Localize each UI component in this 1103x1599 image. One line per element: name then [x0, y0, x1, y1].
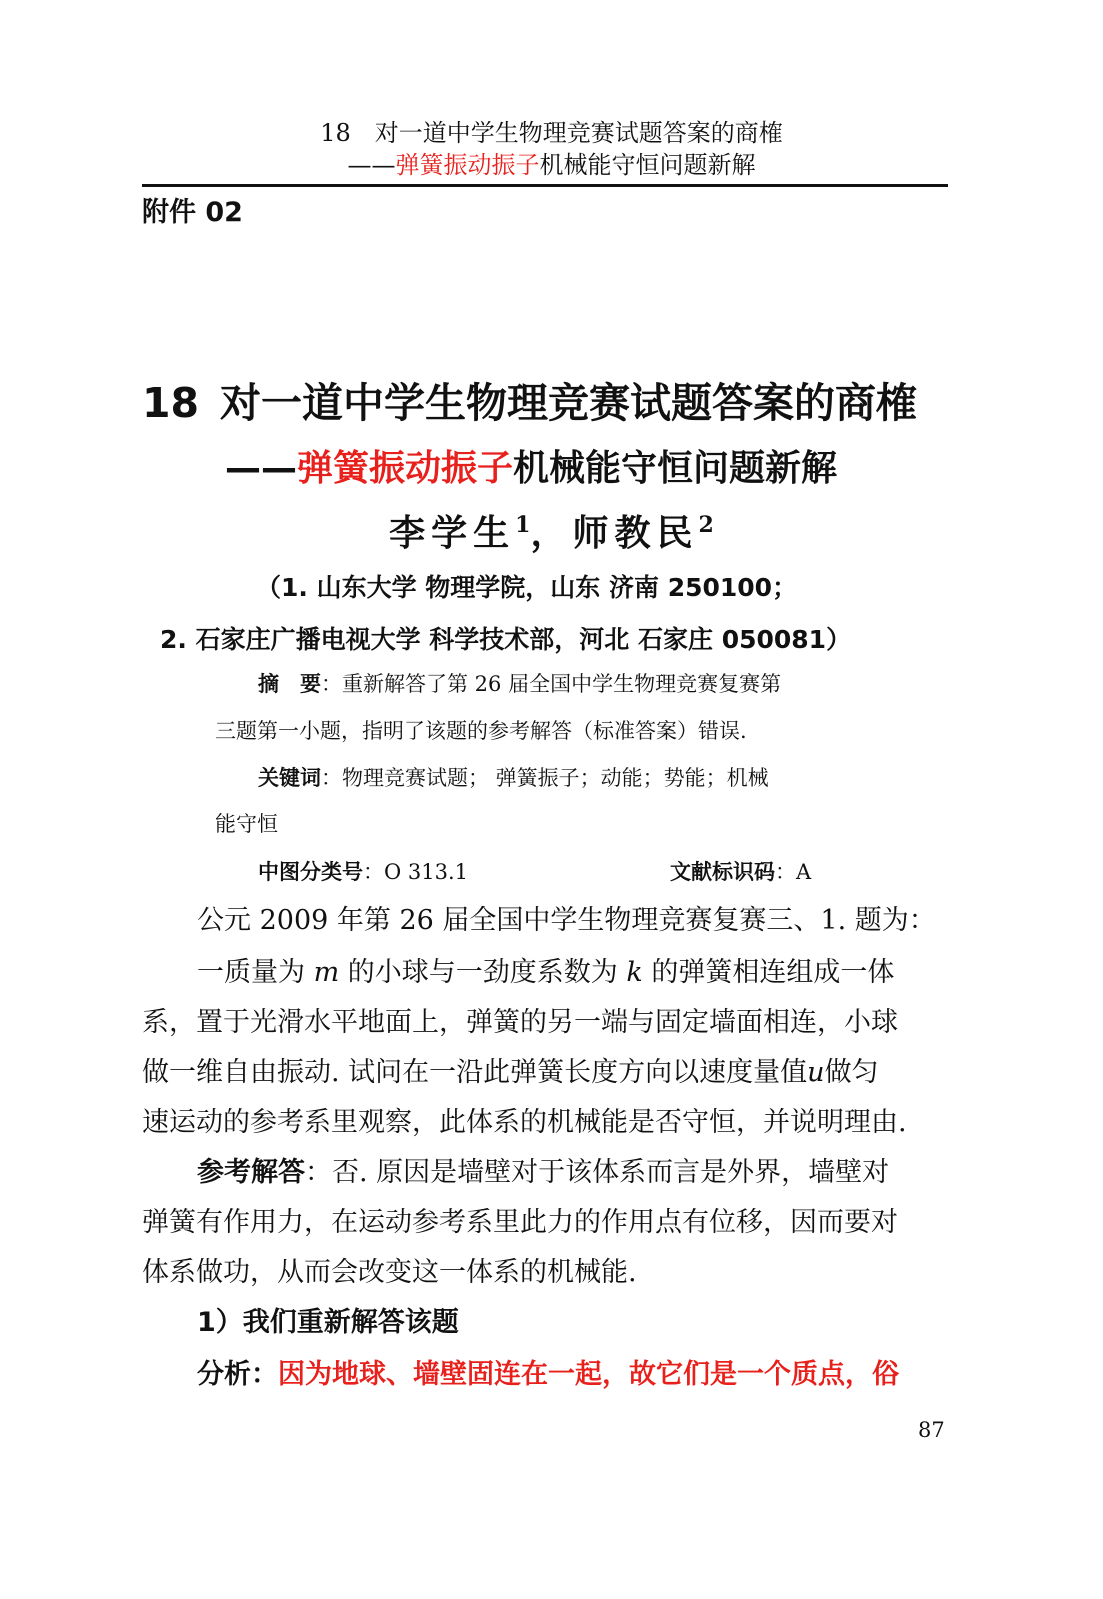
reference-answer-line-3: 体系做功，从而会改变这一体系的机械能. [142, 1257, 637, 1288]
article-number: 18 [142, 379, 200, 427]
document-code: 文献标识码：A [670, 860, 812, 884]
abstract: 摘 要：重新解答了第 26 届全国中学生物理竞赛复赛第 [258, 672, 782, 696]
page-number: 87 [918, 1418, 945, 1442]
problem-line-4: 速运动的参考系里观察，此体系的机械能是否守恒，并说明理由. [142, 1107, 907, 1138]
keywords-label: 关键词 [258, 766, 321, 790]
subtitle-highlight: 弹簧振动振子 [297, 448, 514, 489]
reference-answer: 参考解答：否. 原因是墙壁对于该体系而言是外界，墙壁对 [197, 1157, 890, 1188]
variable-u: u [807, 1057, 825, 1088]
running-header-highlight: 弹簧振动振子 [395, 151, 540, 179]
keywords-line-2: 能守恒 [215, 812, 278, 836]
article-title: 18 对一道中学生物理竞赛试题答案的商榷 [142, 379, 917, 427]
reference-answer-line-2: 弹簧有作用力，在运动参考系里此力的作用点有位移，因而要对 [142, 1207, 898, 1238]
keywords: 关键词：物理竞赛试题； 弹簧振子；动能；势能；机械 [258, 766, 769, 790]
clc-number: 中图分类号：O 313.1 [258, 860, 469, 884]
header-rule [142, 184, 948, 187]
problem-line-3: 做一维自由振动. 试问在一沿此弹簧长度方向以速度量值u做匀 [142, 1057, 879, 1088]
section-heading: 1）我们重新解答该题 [197, 1307, 459, 1338]
problem-line-2: 系，置于光滑水平地面上，弹簧的另一端与固定墙面相连，小球 [142, 1007, 898, 1038]
running-header-line1: 18 对一道中学生物理竞赛试题答案的商榷 [320, 119, 783, 147]
abstract-label: 摘 要 [258, 672, 321, 696]
analysis [197, 1352, 899, 1391]
problem-line-1: 一质量为 m 的小球与一劲度系数为 k 的弹簧相连组成一体 [197, 957, 895, 988]
authors: 李学生$^1$，师教民$^2$ [389, 512, 714, 554]
attachment-label: 附件 02 [142, 197, 243, 228]
variable-m: m [313, 957, 340, 988]
affiliation-2: 2. 石家庄广播电视大学 科学技术部，河北 石家庄 050081） [160, 625, 852, 654]
paragraph-intro: 公元 2009 年第 26 届全国中学生物理竞赛复赛三、1. 题为： [197, 905, 936, 936]
analysis-label: 分析： [197, 1359, 278, 1390]
reference-answer-label: 参考解答 [197, 1157, 305, 1188]
analysis-text: 因为地球、墙壁固连在一起，故它们是一个质点，俗 [278, 1359, 899, 1390]
author-1: 李学生 [389, 512, 516, 554]
abstract-line-2: 三题第一小题，指明了该题的参考解答（标准答案）错误. [215, 719, 747, 743]
author-2: 师教民 [572, 512, 699, 554]
variable-k: k [626, 957, 643, 988]
affiliation-1: （1. 山东大学 物理学院，山东 济南 250100； [256, 573, 798, 602]
article-subtitle: ——弹簧振动振子机械能守恒问题新解 [225, 448, 838, 489]
running-header-line2: ——弹簧振动振子机械能守恒问题新解 [347, 151, 756, 179]
